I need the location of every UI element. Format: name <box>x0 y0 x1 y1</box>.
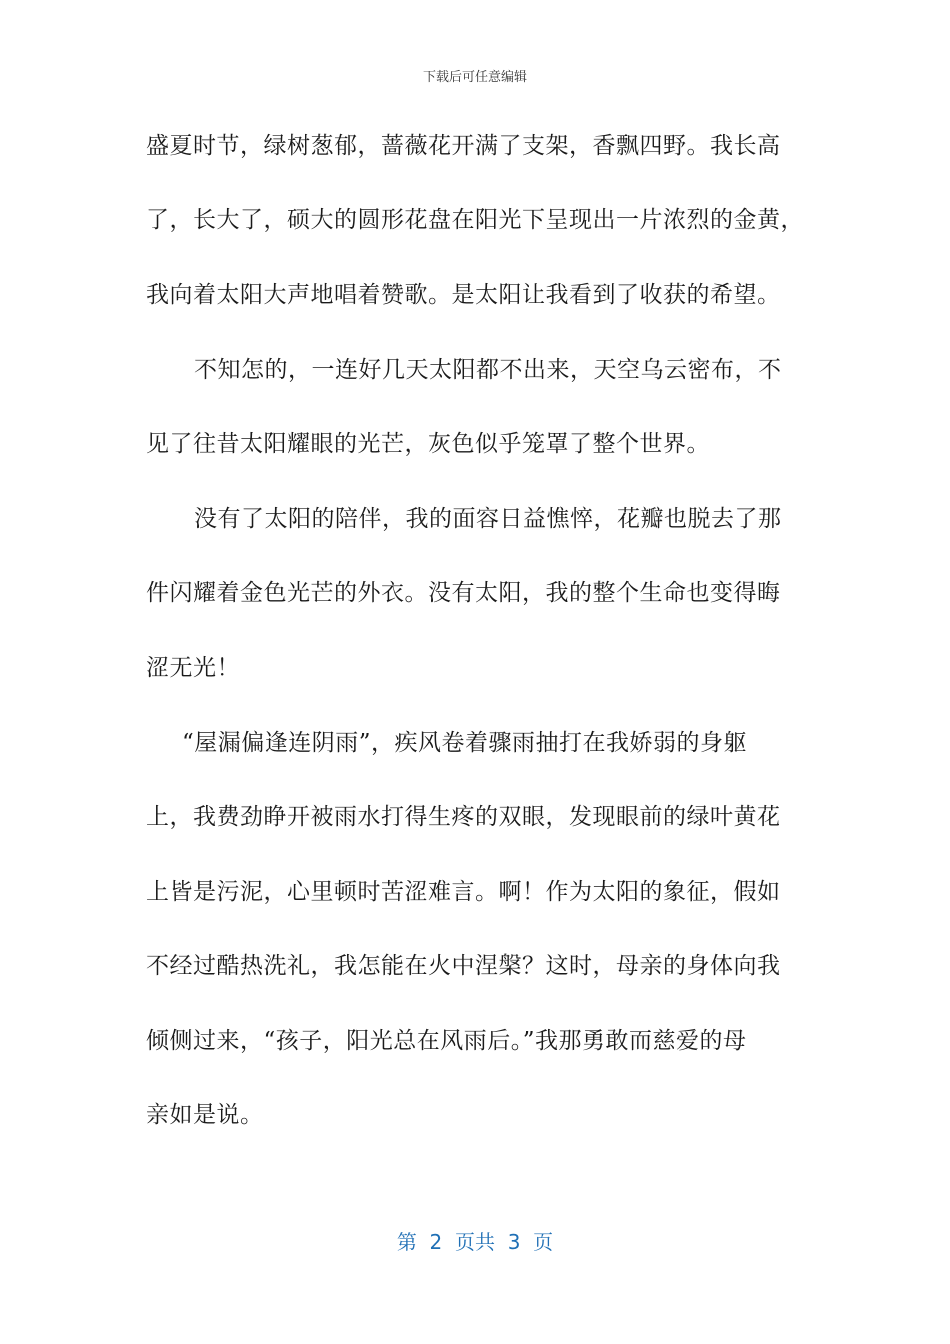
page-number: 第 2 页共 3 页 <box>396 1230 554 1254</box>
text-line: 倾侧过来，“孩子，阳光总在风雨后。”我那勇敢而慈爱的母 <box>146 1028 747 1054</box>
text-line: 上，我费劲睁开被雨水打得生疼的双眼，发现眼前的绿叶黄花 <box>146 804 781 830</box>
text-line: 涩无光！ <box>146 655 240 681</box>
text-line: 不经过酷热洗礼，我怎能在火中涅槃？这时，母亲的身体向我 <box>146 953 781 979</box>
text-line-indent: 不知怎的，一连好几天太阳都不出来，天空乌云密布，不 <box>194 357 782 383</box>
text-line: 件闪耀着金色光芒的外衣。没有太阳，我的整个生命也变得晦 <box>146 580 781 606</box>
text-line-indent: “屋漏偏逢连阴雨”，疾风卷着骤雨抽打在我娇弱的身躯 <box>182 730 748 756</box>
text-line: 见了往昔太阳耀眼的光芒，灰色似乎笼罩了整个世界。 <box>146 431 710 457</box>
header-note: 下载后可任意编辑 <box>422 70 527 85</box>
text-line-indent: 没有了太阳的陪伴，我的面容日益憔悴，花瓣也脱去了那 <box>194 506 782 532</box>
text-line: 上皆是污泥，心里顿时苦涩难言。啊！作为太阳的象征，假如 <box>146 879 781 905</box>
text-line: 我向着太阳大声地唱着赞歌。是太阳让我看到了收获的希望。 <box>146 282 781 308</box>
text-line: 了，长大了，硕大的圆形花盘在阳光下呈现出一片浓烈的金黄， <box>146 207 804 233</box>
text-line: 亲如是说。 <box>146 1102 264 1128</box>
text-line: 盛夏时节，绿树葱郁，蔷薇花开满了支架，香飘四野。我长高 <box>146 133 781 159</box>
